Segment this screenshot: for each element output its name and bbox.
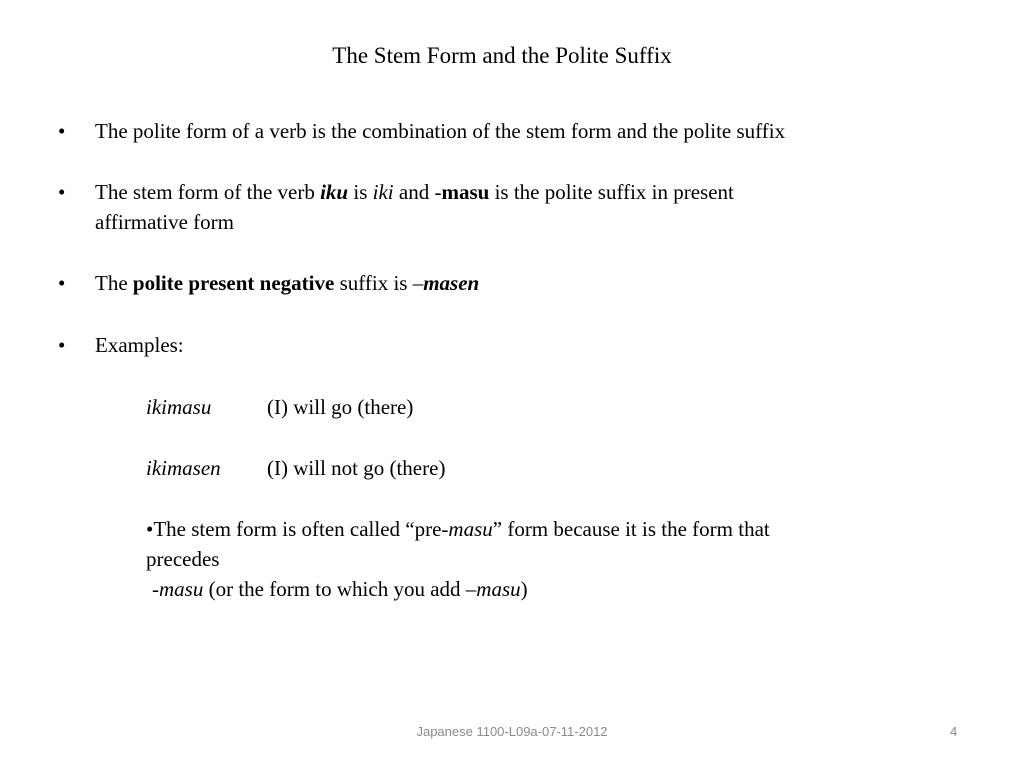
bullet-line	[95, 177, 955, 207]
bullet-line: affirmative form	[95, 210, 234, 234]
note-line: precedes	[146, 547, 220, 571]
text-run: ” form because it is the form that	[492, 517, 770, 541]
bullet-dot: •	[58, 271, 66, 295]
bullet-text	[95, 177, 955, 237]
text-run: and -	[393, 180, 442, 204]
bold-phrase: polite present negative	[132, 271, 335, 295]
footer-label: Japanese 1100-L09a-07-11-2012	[416, 724, 608, 739]
bullet-dot: •	[58, 333, 66, 357]
page-number: 4	[950, 724, 958, 739]
bullet-text: The polite form of a verb is the combination of the stem form and the polite suffix	[95, 119, 786, 143]
example-gloss: (I) will not go (there)	[267, 456, 446, 480]
text-run: -	[152, 577, 159, 601]
bullet-text: Examples:	[95, 333, 184, 357]
example-word: ikimasu	[146, 395, 212, 419]
bullet-text	[95, 268, 955, 298]
text-run: )	[520, 577, 528, 601]
masu-italic: masu	[476, 577, 521, 601]
stem-iki: iki	[372, 180, 394, 204]
text-run: is the polite suffix in present	[489, 180, 734, 204]
text-run: suffix is –	[334, 271, 424, 295]
note-line	[146, 574, 936, 604]
text-run: The stem form of the verb	[95, 180, 321, 204]
suffix-masen: masen	[423, 271, 480, 295]
masu-italic: masu	[448, 517, 493, 541]
masu-italic: masu	[159, 577, 204, 601]
slide-title: The Stem Form and the Polite Suffix	[332, 43, 672, 68]
verb-iku: iku	[320, 180, 349, 204]
example-word: ikimasen	[146, 456, 221, 480]
text-run: (or the form to which you add –	[203, 577, 477, 601]
example-gloss: (I) will go (there)	[267, 395, 414, 419]
text-run: is	[348, 180, 373, 204]
bullet-dot: •	[58, 119, 66, 143]
note-pre-masu	[146, 514, 936, 604]
suffix-masu: masu	[441, 180, 490, 204]
bullet-dot: •	[58, 180, 66, 204]
text-run: The	[95, 271, 133, 295]
text-run: •The stem form is often called “pre-	[146, 517, 449, 541]
note-line	[146, 514, 936, 544]
